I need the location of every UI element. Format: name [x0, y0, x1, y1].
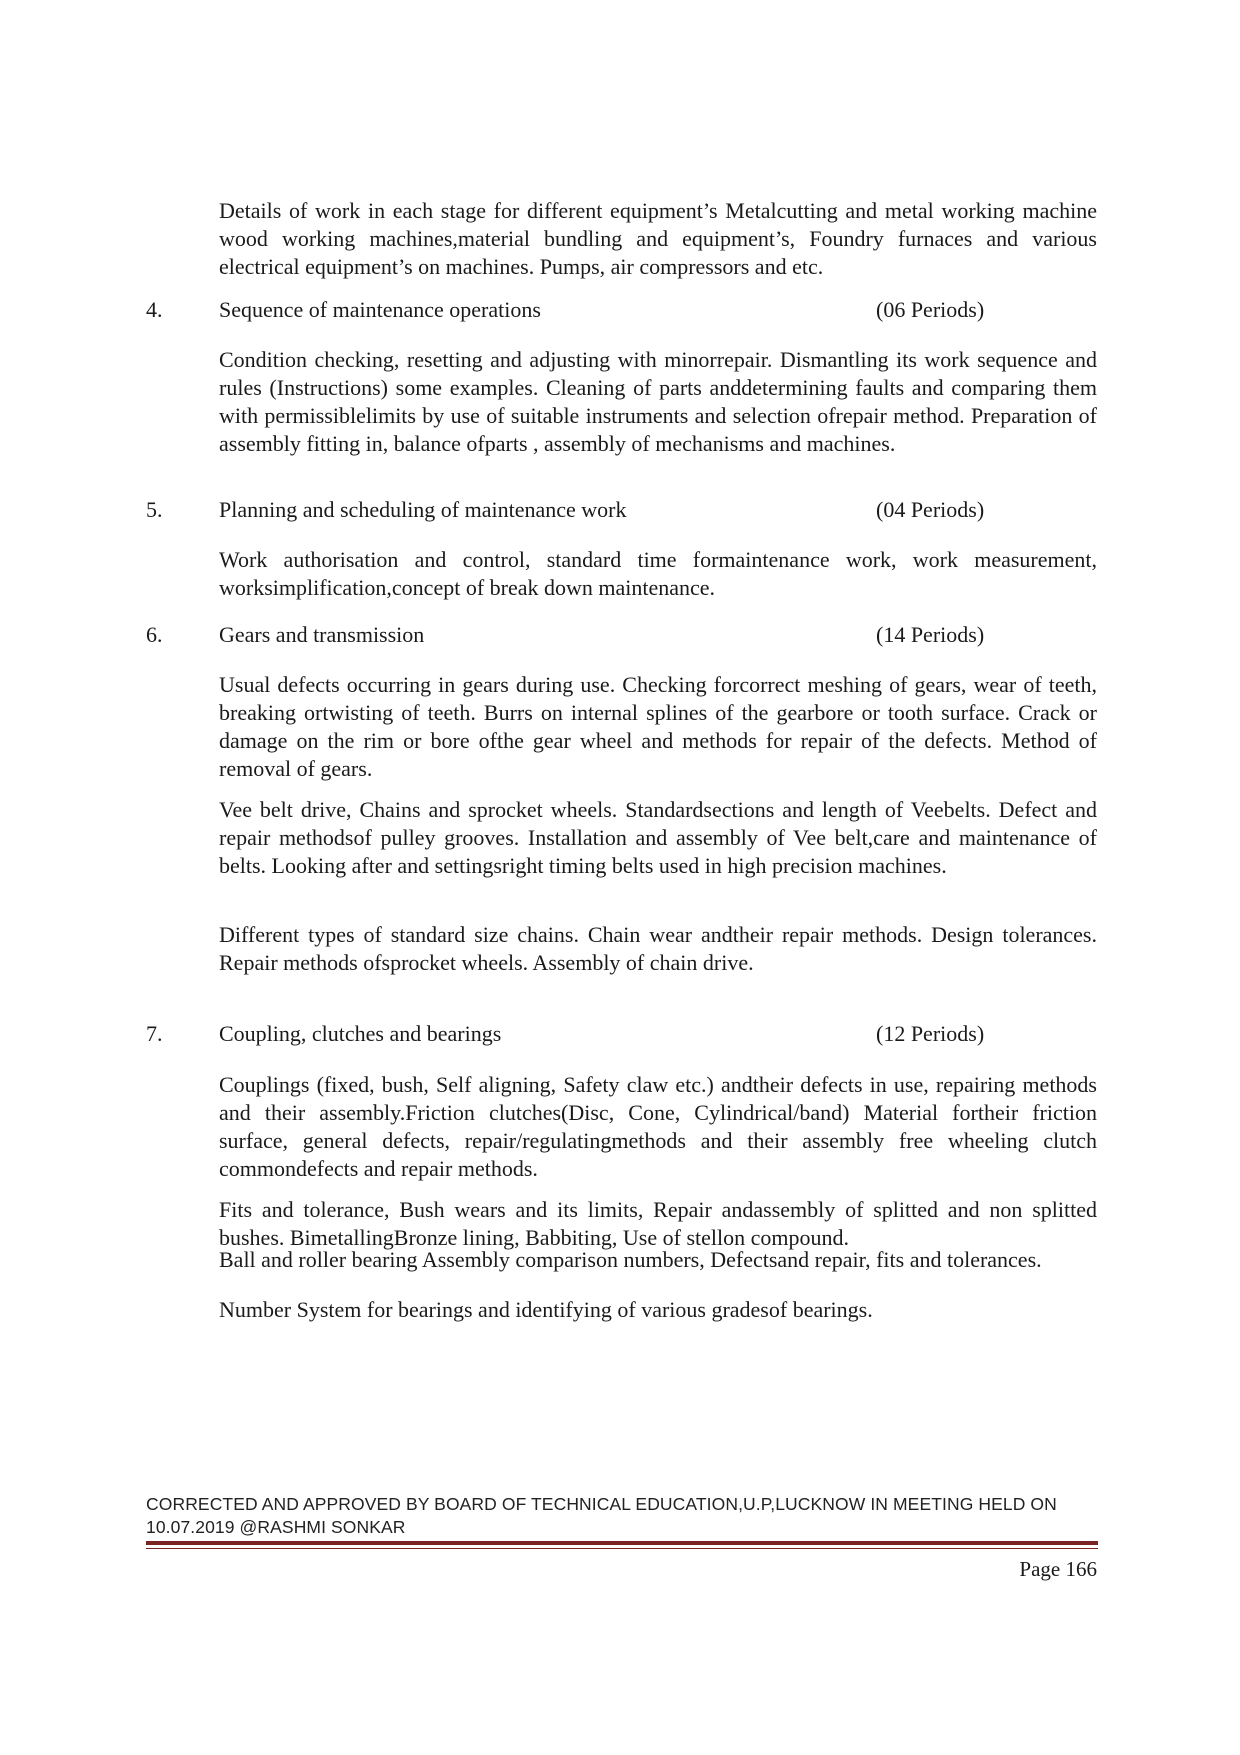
section-title: Coupling, clutches and bearings: [219, 1021, 502, 1046]
footer-approval-note: CORRECTED AND APPROVED BY BOARD OF TECHNICAL EDUCATION,U.P,LUCKNOW IN MEETING HELD ON 10.07.2019 @RASHMI SONKAR: [146, 1494, 1057, 1537]
intro-paragraph: Details of work in each stage for different equipment’s Metalcutting and metal working machine wood working machines,material bundling and equipment’s, Foundry furnaces and various electrical equipment’s on machines. Pumps, air compressors and etc.: [219, 198, 1097, 279]
footer-divider-thin: [146, 1548, 1098, 1549]
section-7-paragraph-number-system: Number System for bearings and identifying of various gradesof bearings.: [219, 1297, 873, 1322]
section-heading-6: [146, 621, 1006, 649]
section-6-paragraph-belts: Vee belt drive, Chains and sprocket wheels. Standardsections and length of Veebelts. Defect and repair methodsof pulley grooves. Installation and assembly of Vee belt,care and maintenance of belts. Looking after and settingsright timing belts used in high precision machines.: [219, 797, 1097, 878]
section-7-paragraph-fits: Fits and tolerance, Bush wears and its limits, Repair andassembly of splitted and non splitted bushes. BimetallingBronze lining, Babbiting, Use of stellon compound.: [219, 1197, 1097, 1250]
section-heading-7: [146, 1020, 1006, 1048]
section-number: 6.: [146, 622, 163, 647]
section-periods: (06 Periods): [876, 297, 985, 322]
section-title: Planning and scheduling of maintenance work: [219, 497, 627, 522]
section-periods: (14 Periods): [876, 622, 985, 647]
section-7-paragraph-couplings: Couplings (fixed, bush, Self aligning, Safety claw etc.) andtheir defects in use, repairing methods and their assembly.Friction clutches(Disc, Cone, Cylindrical/band) Material fortheir friction surface, general defects, repair/regulatingmethods and their assembly free wheeling clutch commondefects and repair methods.: [219, 1072, 1097, 1181]
section-5-paragraph: Work authorisation and control, standard time formaintenance work, work measurement, worksimplification,concept of break down maintenance.: [219, 547, 1097, 600]
section-heading-5: [146, 496, 1006, 524]
section-4-paragraph: Condition checking, resetting and adjusting with minorrepair. Dismantling its work sequence and rules (Instructions) some examples. Cleaning of parts anddetermining faults and comparing them with permissiblelimits by use of suitable instruments and selection ofrepair method. Preparation of assembly fitting in, balance ofparts , assembly of mechanisms and machines.: [219, 347, 1097, 456]
section-title: Sequence of maintenance operations: [219, 297, 541, 322]
footer-divider: [146, 1541, 1098, 1545]
page-number: Page 166: [1019, 1557, 1097, 1581]
section-periods: (12 Periods): [876, 1021, 985, 1046]
section-number: 5.: [146, 497, 163, 522]
section-number: 4.: [146, 297, 163, 322]
section-number: 7.: [146, 1021, 163, 1046]
section-periods: (04 Periods): [876, 497, 985, 522]
section-heading-4: [146, 296, 1006, 324]
section-6-paragraph-gears: Usual defects occurring in gears during use. Checking forcorrect meshing of gears, wear of teeth, breaking ortwisting of teeth. Burrs on internal splines of the gearbore or tooth surface. Crack or damage on the rim or bore ofthe gear wheel and methods for repair of the defects. Method of removal of gears.: [219, 672, 1097, 781]
section-6-paragraph-chains: Different types of standard size chains. Chain wear andtheir repair methods. Design tolerances. Repair methods ofsprocket wheels. Assembly of chain drive.: [219, 922, 1097, 975]
section-7-paragraph-bearings: Ball and roller bearing Assembly comparison numbers, Defectsand repair, fits and tolerances.: [219, 1247, 1042, 1272]
section-title: Gears and transmission: [219, 622, 425, 647]
